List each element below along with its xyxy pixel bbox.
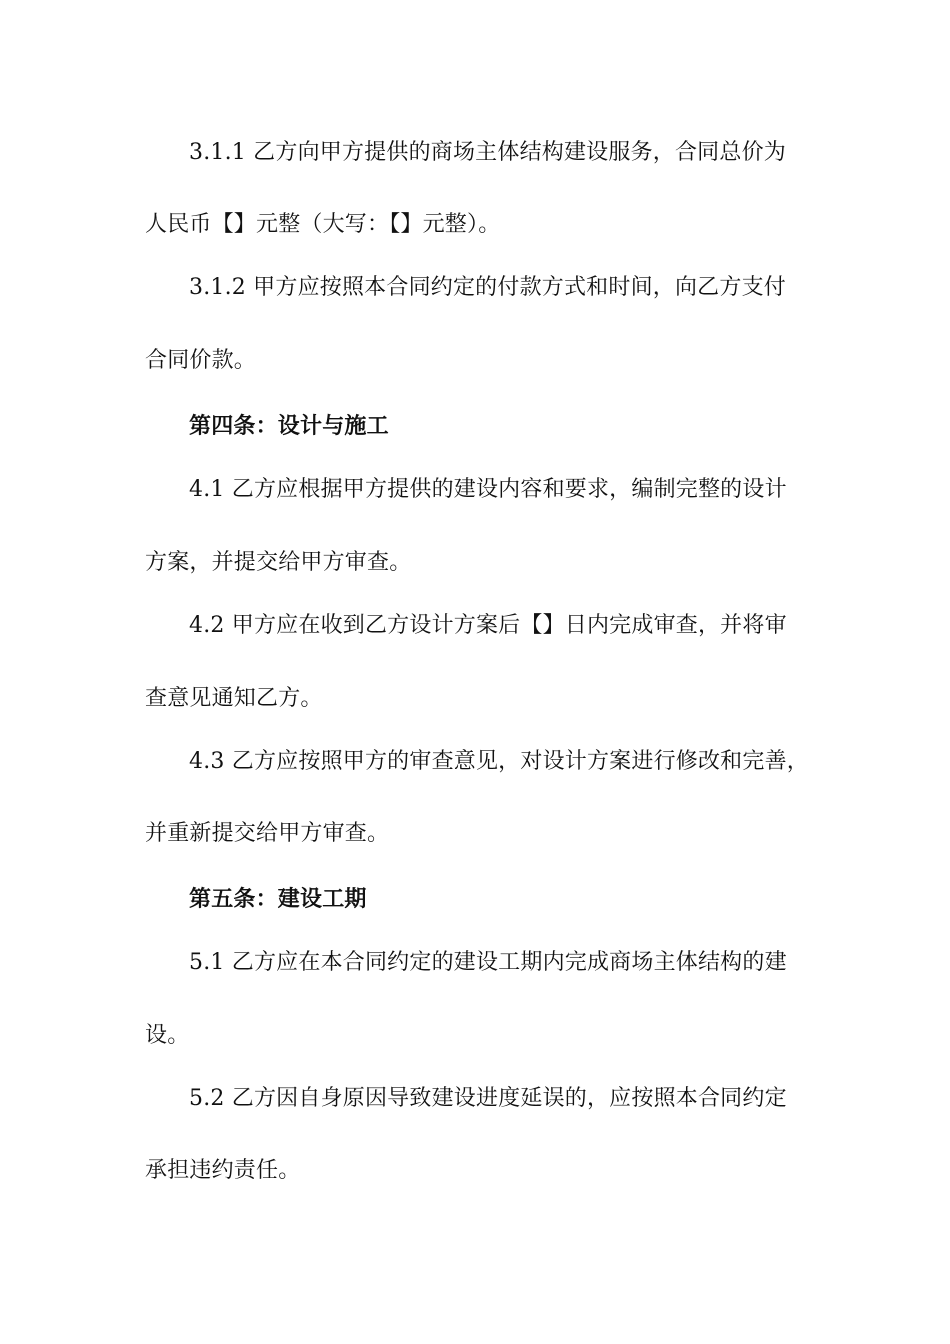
section-heading-4: 第四条：设计与施工 <box>189 413 389 439</box>
clause-5-1-line-1: 5.1 乙方应在本合同约定的建设工期内完成商场主体结构的建 <box>189 950 787 975</box>
clause-4-2-line-2: 查意见通知乙方。 <box>145 686 323 711</box>
clause-5-2-line-1: 5.2 乙方因自身原因导致建设进度延误的，应按照本合同约定 <box>189 1086 787 1111</box>
clause-4-1-line-1: 4.1 乙方应根据甲方提供的建设内容和要求，编制完整的设计 <box>189 477 787 502</box>
clause-4-3-line-2: 并重新提交给甲方审查。 <box>145 821 390 846</box>
section-heading-5: 第五条：建设工期 <box>189 886 367 912</box>
clause-5-1-line-2: 设。 <box>145 1023 190 1048</box>
clause-3-1-2-line-1: 3.1.2 甲方应按照本合同约定的付款方式和时间，向乙方支付 <box>189 275 786 300</box>
clause-3-1-1-line-2: 人民币【】元整（大写：【】元整）。 <box>145 212 501 237</box>
clause-3-1-1-line-1: 3.1.1 乙方向甲方提供的商场主体结构建设服务，合同总价为 <box>189 140 786 165</box>
clause-4-1-line-2: 方案，并提交给甲方审查。 <box>145 550 412 575</box>
clause-3-1-2-line-2: 合同价款。 <box>145 348 257 373</box>
clause-4-2-line-1: 4.2 甲方应在收到乙方设计方案后【】日内完成审查，并将审 <box>189 613 787 638</box>
clause-5-2-line-2: 承担违约责任。 <box>145 1158 301 1183</box>
clause-4-3-line-1: 4.3 乙方应按照甲方的审查意见，对设计方案进行修改和完善， <box>189 749 809 774</box>
